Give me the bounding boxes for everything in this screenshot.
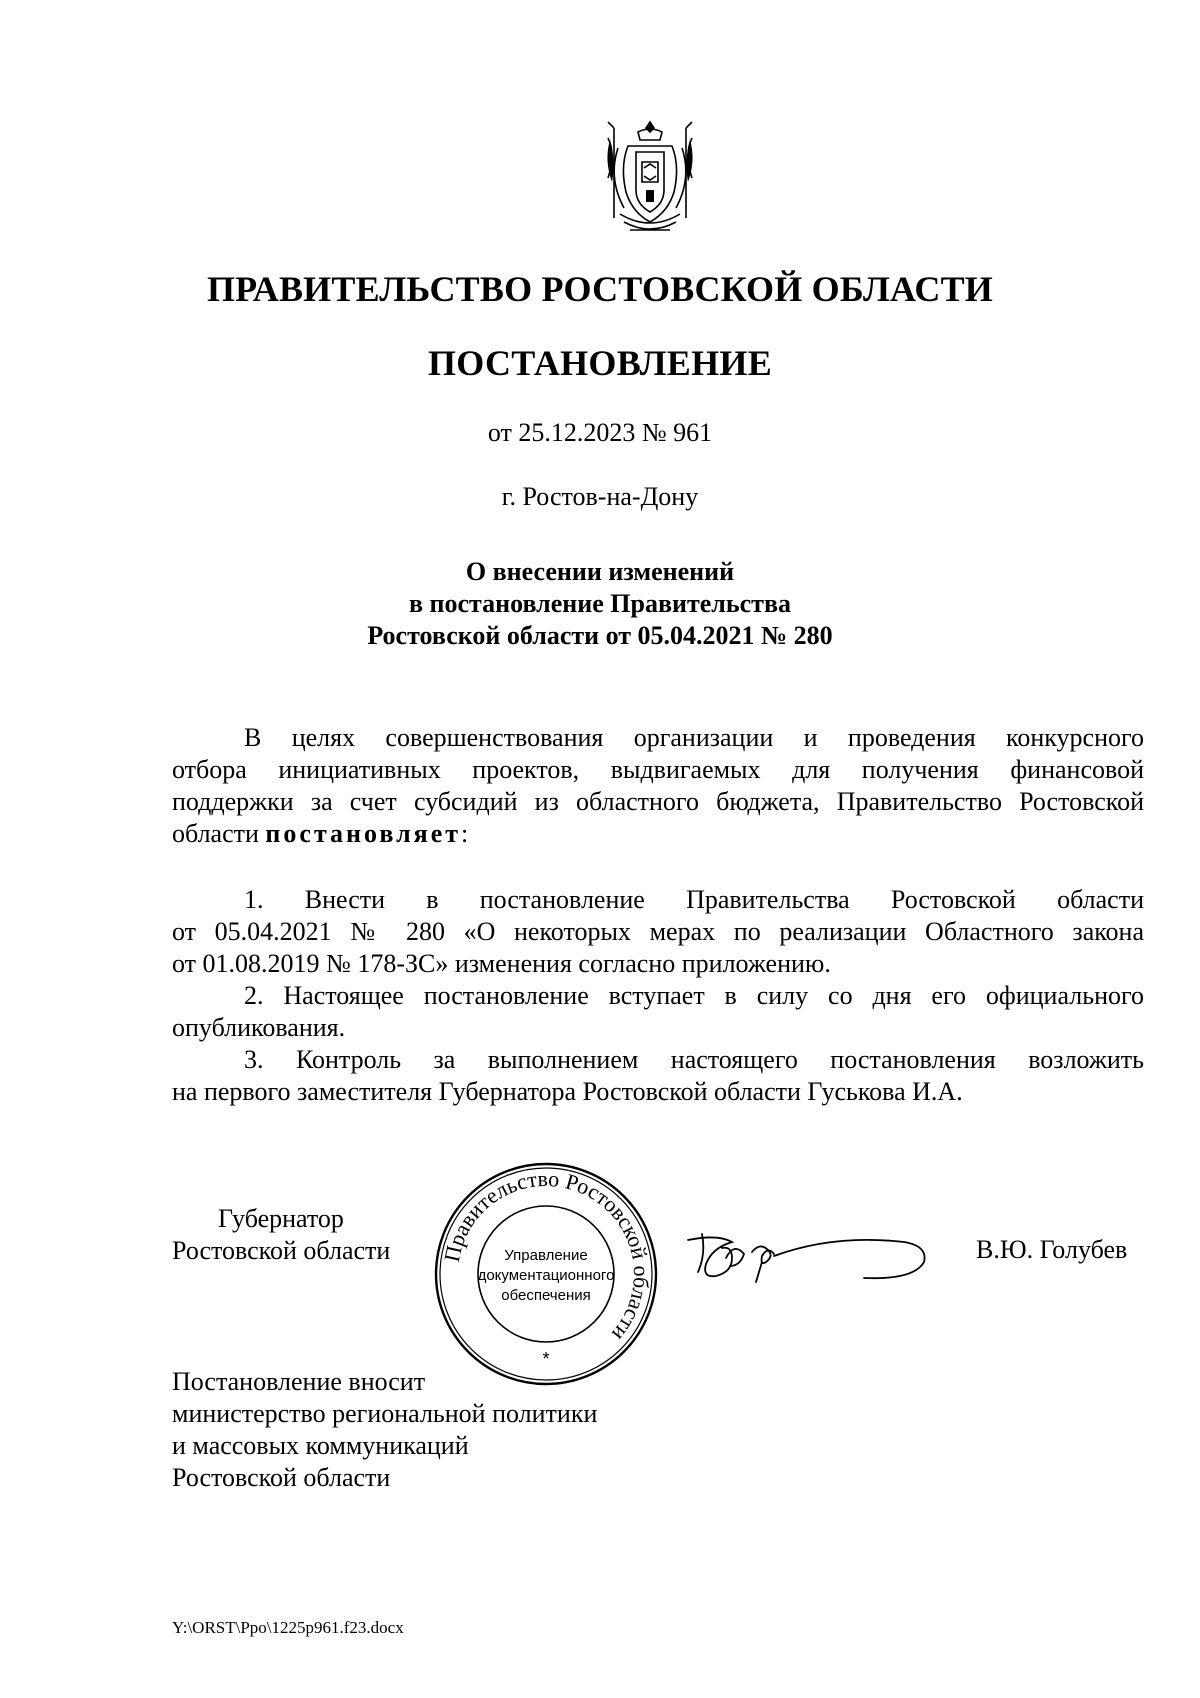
seal-center-line: обеспечения bbox=[501, 1287, 591, 1304]
item-1-line: 1. Внести в постановление Правительства Ростовской области bbox=[244, 885, 1144, 914]
coat-of-arms-icon bbox=[600, 118, 700, 236]
text-line: В целях совершенствования организации и проведения конкурсного bbox=[244, 723, 1144, 752]
position-line: Ростовской области bbox=[172, 1236, 391, 1265]
subject-line: Ростовской области от 05.04.2021 № 280 bbox=[367, 621, 833, 650]
organization-title: ПРАВИТЕЛЬСТВО РОСТОВСКОЙ ОБЛАСТИ bbox=[206, 269, 994, 309]
note-line: министерство региональной политики bbox=[172, 1399, 598, 1428]
note-line: Ростовской области bbox=[172, 1463, 391, 1492]
note-line: и массовых коммуникаций bbox=[172, 1431, 469, 1460]
preamble-paragraph bbox=[172, 722, 1144, 850]
item-3-line: 3. Контроль за выполнением настоящего постановления возложить bbox=[244, 1045, 1144, 1074]
file-path: Y:\ORST\Ppo\1225p961.f23.docx bbox=[172, 1618, 404, 1637]
text-fragment: : bbox=[461, 819, 469, 848]
seal-ring-text: Правительство Ростовской области bbox=[438, 1165, 655, 1347]
seal-star: * bbox=[542, 1349, 550, 1369]
document-date-number: от 25.12.2023 № 961 bbox=[487, 418, 713, 447]
official-seal bbox=[432, 1160, 660, 1388]
resolve-word: постановляет bbox=[265, 819, 462, 848]
handwritten-signature bbox=[682, 1222, 932, 1292]
document-type: ПОСТАНОВЛЕНИЕ bbox=[427, 343, 773, 383]
item-2-line: опубликования. bbox=[172, 1013, 346, 1042]
submitted-by-note bbox=[172, 1366, 597, 1494]
text-fragment: области bbox=[172, 819, 266, 848]
item-1-line: от 01.08.2019 № 178-ЗС» изменения согласно приложению. bbox=[172, 949, 831, 978]
item-3-line: на первого заместителя Губернатора Ростовской области Гуськова И.А. bbox=[172, 1077, 963, 1106]
document-city: г. Ростов-на-Дону bbox=[501, 482, 699, 511]
signatory-name: В.Ю. Голубев bbox=[976, 1235, 1128, 1264]
resolution-items bbox=[172, 884, 1144, 1108]
text-line bbox=[172, 818, 1144, 850]
seal-center-line: Управление bbox=[504, 1247, 588, 1264]
position-line: Губернатор bbox=[218, 1204, 344, 1233]
subject-line: О внесении изменений bbox=[465, 557, 735, 586]
text-line: отбора инициативных проектов, выдвигаемых для получения финансовой bbox=[172, 755, 1144, 784]
signatory-position bbox=[172, 1203, 390, 1267]
subject-line: в постановление Правительства bbox=[408, 589, 791, 618]
text-line: поддержки за счет субсидий из областного бюджета, Правительство Ростовской bbox=[172, 787, 1144, 816]
item-2-line: 2. Настоящее постановление вступает в силу со дня его официального bbox=[244, 981, 1144, 1010]
item-1-line: от 05.04.2021 № 280 «О некоторых мерах по реализации Областного закона bbox=[172, 917, 1144, 946]
note-line: Постановление вносит bbox=[172, 1367, 426, 1396]
seal-center-line: документационного bbox=[477, 1267, 615, 1284]
document-subject bbox=[0, 556, 1200, 652]
